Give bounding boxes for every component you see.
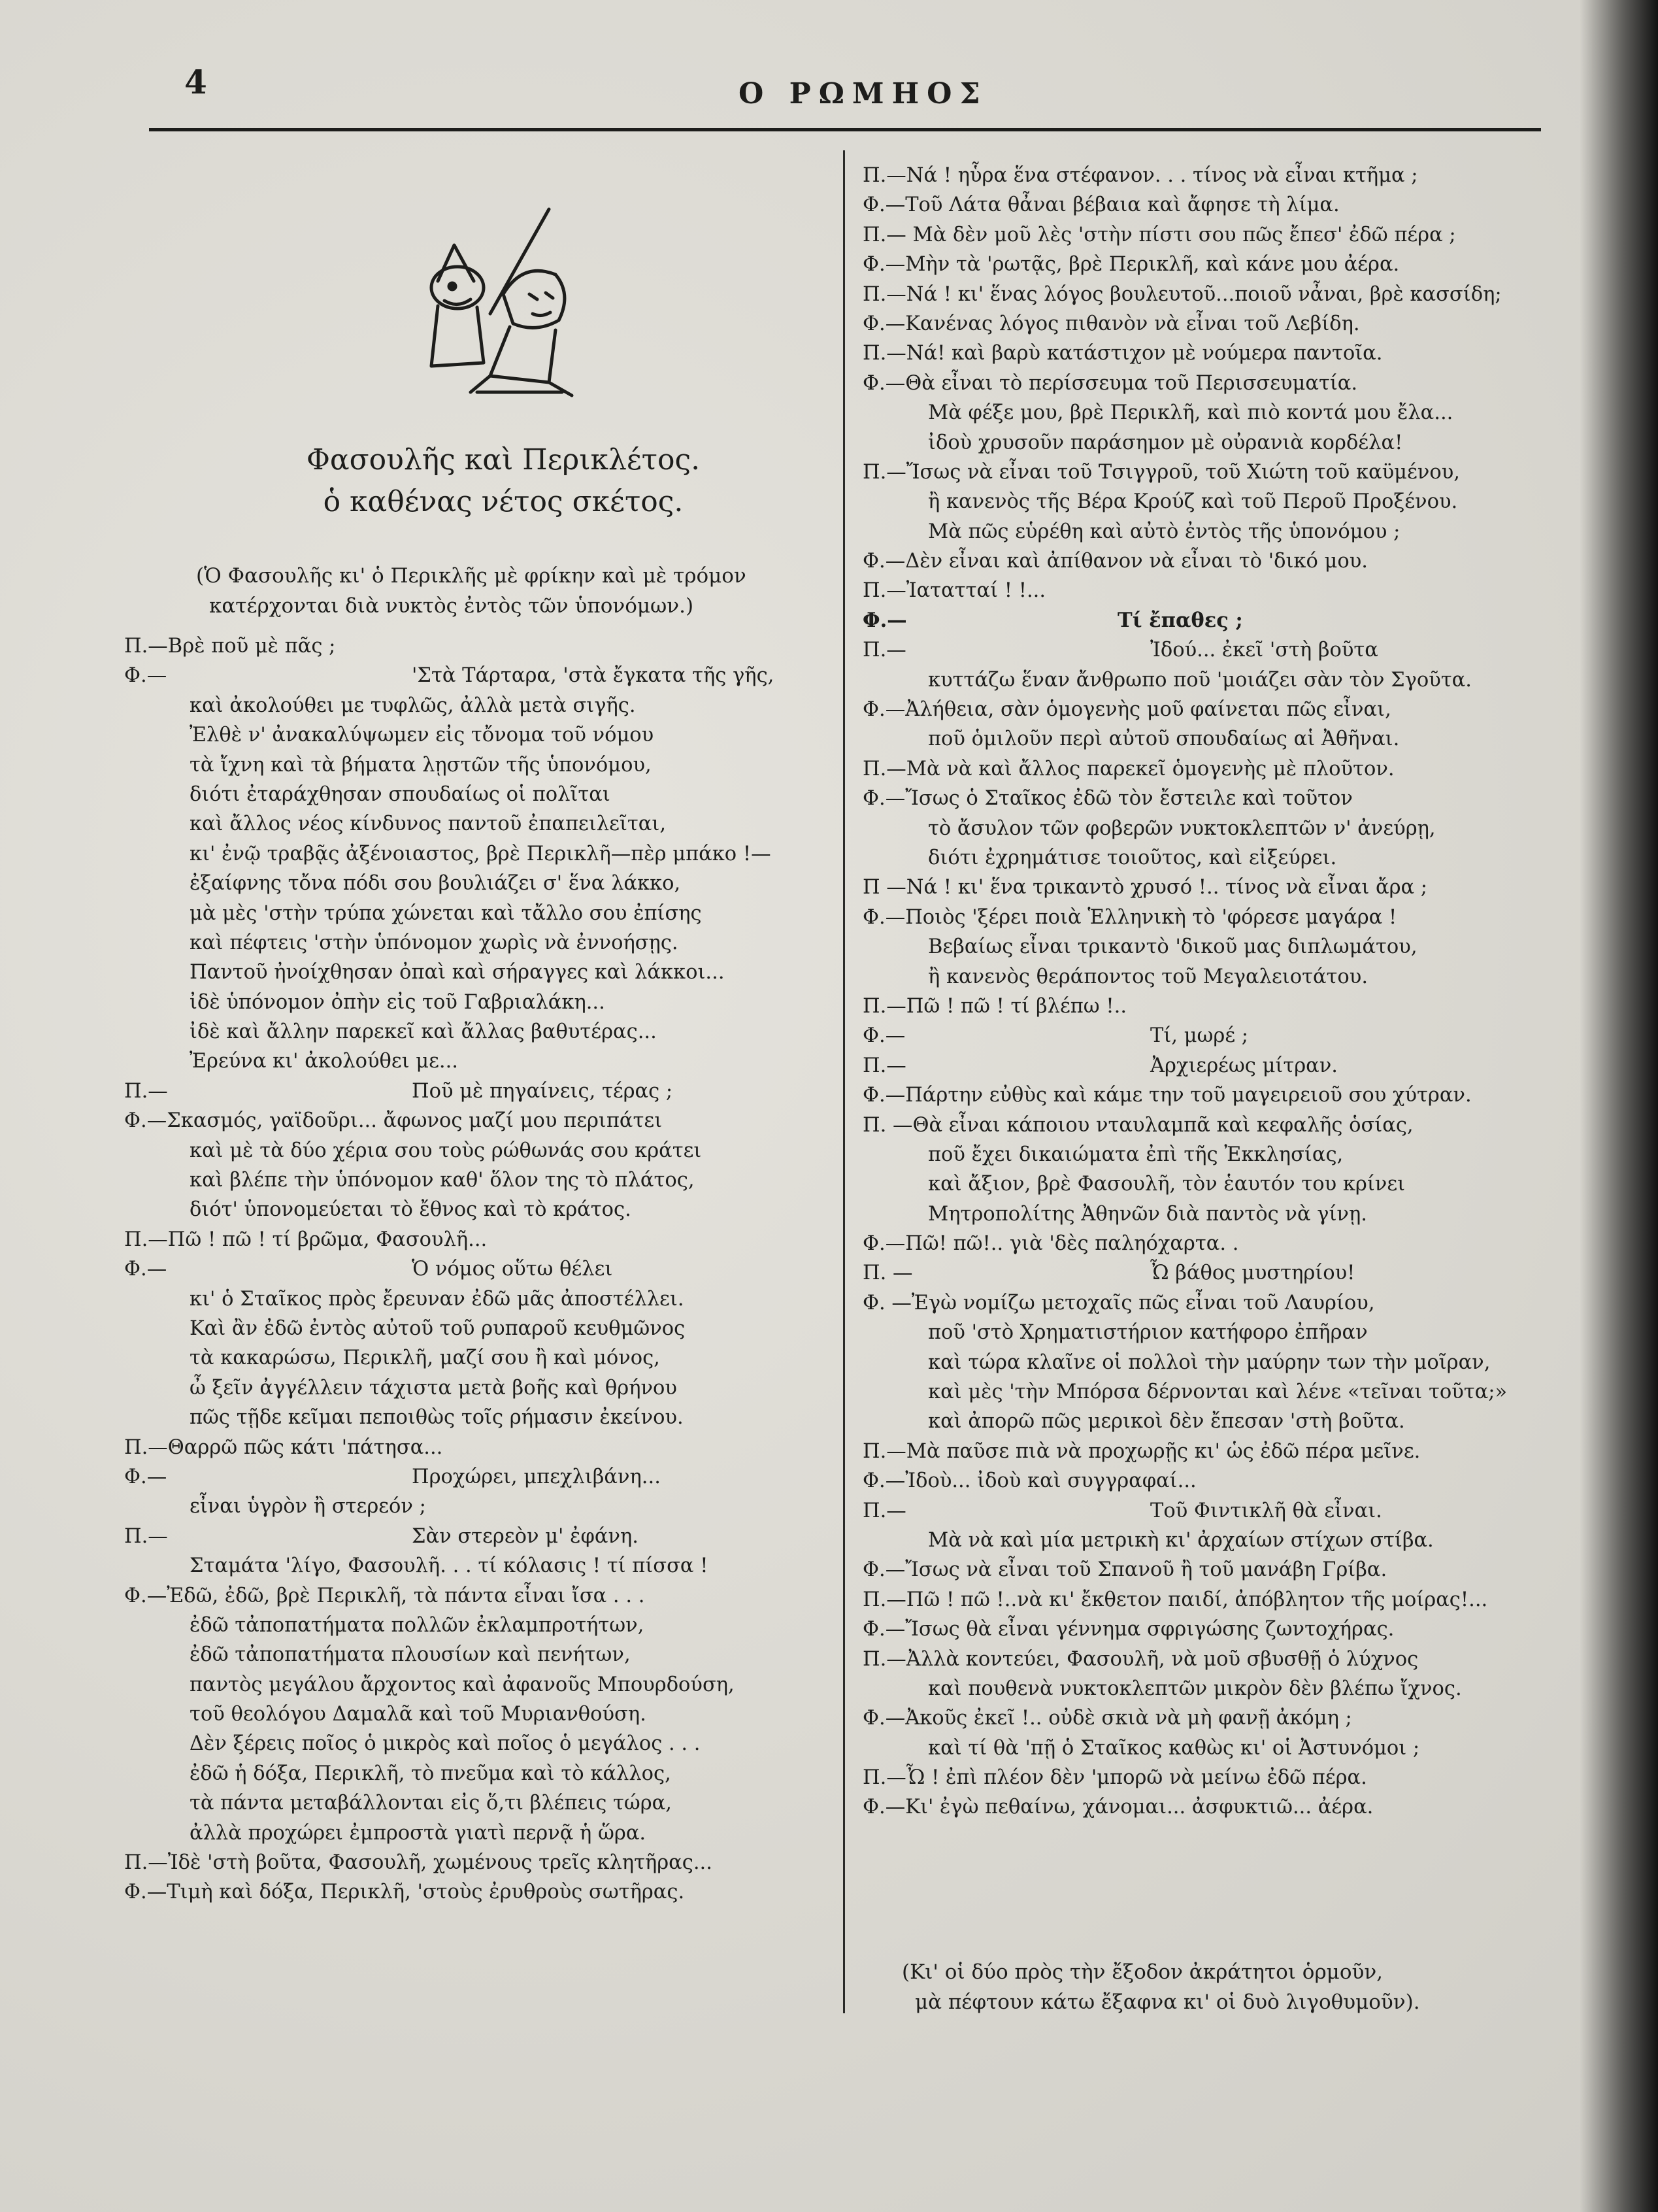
verse-line (863, 1051, 1555, 1081)
verse-text: Π —Νά ! κι' ἕνα τρικαντὸ χρυσό !.. τίνος νὰ εἶναι ἄρα ; (863, 876, 1428, 899)
verse-line (124, 1462, 830, 1492)
masthead-title: Ο ΡΩΜΗΟΣ (738, 77, 988, 110)
verse-line (863, 517, 1555, 546)
verse-text: Φ.—Ἰδοὺ... ἰδοὺ καὶ συγγραφαί... (863, 1469, 1197, 1493)
verse-line (863, 1555, 1555, 1584)
verse-line (124, 928, 830, 958)
verse-line (124, 1818, 830, 1848)
verse-text: Φ.—Ἴσως ὁ Σταῖκος ἐδῶ τὸν ἔστειλε καὶ τοῦτον (863, 787, 1353, 811)
verse-text: Π.—Ἴσως νὰ εἶναι τοῦ Τσιγγροῦ, τοῦ Χιώτη τοῦ καϋμένου, (863, 460, 1460, 484)
verse-text: Ἐρεύνα κι' ἀκολούθει με... (190, 1050, 459, 1073)
verse-line (124, 1877, 830, 1907)
verse-line (124, 1077, 830, 1106)
verse-line (124, 1700, 830, 1729)
verse-text: ποῦ 'στὸ Χρηματιστήριον κατήφορο ἐπῆραν (928, 1321, 1368, 1345)
verse-line (863, 458, 1555, 487)
verse-line (124, 631, 830, 661)
verse-text: Π.—Νά ! κι' ἕνας λόγος βουλευτοῦ...ποιοῦ νἆναι, βρὲ κασσίδη; (863, 282, 1502, 306)
stage-direction-open-2: κατέρχονται διὰ νυκτὸς ἐντὸς τῶν ὑπονόμων.) (209, 594, 694, 618)
verse-text: Σταμάτα 'λίγο, Φασουλῆ. . . τί κόλασις ! τί πίσσα ! (190, 1554, 708, 1578)
verse-line (124, 1788, 830, 1818)
verse-line (863, 1585, 1555, 1615)
verse-text: Π.—Μὰ παῦσε πιὰ νὰ προχωρῇς κι' ὡς ἐδῶ πέρα μεῖνε. (863, 1439, 1421, 1463)
verse-line (863, 1674, 1555, 1703)
verse-text: τοῦ θεολόγου Δαμαλᾶ καὶ τοῦ Μυριανθούση. (190, 1703, 646, 1726)
verse-text: τὰ ἴχνη καὶ τὰ βήματα λῃστῶν τῆς ὑπονόμου, (190, 753, 652, 777)
verse-text: Μὰ φέξε μου, βρὲ Περικλῆ, καὶ πιὸ κοντά μου ἔλα... (928, 401, 1453, 425)
verse-text: πῶς τῇδε κεῖμαι πεποιθὼς τοῖς ρήμασιν ἐκείνου. (190, 1406, 684, 1430)
verse-line (124, 1551, 830, 1581)
verse-text: Π.—Νά ! ηὗρα ἕνα στέφανον. . . τίνος νὰ εἶναι κτῆμα ; (863, 164, 1418, 187)
verse-line (124, 661, 830, 690)
verse-text: Φ.—Ἀλήθεια, σὰν ὁμογενὴς μοῦ φαίνεται πῶς εἶναι, (863, 698, 1391, 722)
verse-line (124, 720, 830, 750)
verse-line (863, 369, 1555, 398)
verse-text: Π. —Θὰ εἶναι κάποιου νταυλαμπᾶ καὶ κεφαλῆς ὁσίας, (863, 1113, 1414, 1137)
verse-line (124, 780, 830, 809)
verse-line (124, 809, 830, 839)
column-divider (843, 150, 845, 2013)
verse-text: καὶ ἄξιον, βρὲ Φασουλῆ, τὸν ἑαυτόν του κρίνει (928, 1173, 1406, 1196)
verse-line (124, 1136, 830, 1165)
verse-line (863, 754, 1555, 784)
verse-text: Φ.—Ἐδῶ, ἐδῶ, βρὲ Περικλῆ, τὰ πάντα εἶναι ἴσα . . . (124, 1584, 645, 1607)
verse-reply: 'Στὰ Τάρταρα, 'στὰ ἔγκατα τῆς γῆς, (412, 664, 774, 688)
verse-reply: Τί, μωρέ ; (1150, 1024, 1249, 1048)
verse-line (863, 932, 1555, 962)
verse-reply: Τοῦ Φιντικλῆ θὰ εἶναι. (1150, 1499, 1382, 1522)
verse-line (124, 1343, 830, 1373)
verse-line (863, 1140, 1555, 1169)
verse-text: Π.—Μὰ νὰ καὶ ἄλλος παρεκεῖ ὁμογενὴς μὲ πλοῦτον. (863, 757, 1395, 780)
verse-line (124, 1640, 830, 1669)
verse-text: Π.— (863, 639, 906, 662)
verse-line (863, 1615, 1555, 1644)
verse-reply: Ποῦ μὲ πηγαίνεις, τέρας ; (412, 1079, 673, 1103)
verse-line (863, 903, 1555, 932)
verse-line (124, 1403, 830, 1432)
verse-text: καὶ πουθενὰ νυκτοκλεπτῶν μικρὸν δὲν βλέπω ἴχνος. (928, 1677, 1462, 1700)
verse-line (863, 1763, 1555, 1792)
verse-line (863, 695, 1555, 724)
verse-text: Π.—Βρὲ ποῦ μὲ πᾶς ; (124, 635, 336, 658)
verse-text: Π.—Θαρρῶ πῶς κάτι 'πάτησα... (124, 1435, 443, 1459)
verse-text: Παντοῦ ἠνοίχθησαν ὀπαὶ καὶ σήραγγες καὶ λάκκοι... (190, 961, 725, 984)
verse-line (863, 1199, 1555, 1229)
verse-line (124, 1670, 830, 1700)
verse-text: Φ.—Ἴσως νὰ εἶναι τοῦ Σπανοῦ ἢ τοῦ μανάβη Γρίβα. (863, 1558, 1387, 1582)
verse-line (124, 958, 830, 987)
verse-text: Φ.—Πῶ! πῶ!.. γιὰ 'δὲς παληόχαρτα. . (863, 1232, 1239, 1256)
verse-line (124, 899, 830, 928)
verse-line (863, 635, 1555, 665)
verse-text: Φ. —Ἐγὼ νομίζω μετοχαῖς πῶς εἶναι τοῦ Λαυρίου, (863, 1291, 1375, 1315)
verse-line (863, 1407, 1555, 1436)
verse-text: Π.—Πῶ ! πῶ ! τί βρῶμα, Φασουλῆ... (124, 1228, 488, 1251)
verse-line (124, 1254, 830, 1284)
verse-line (863, 161, 1555, 190)
verse-text: κι' ὁ Σταῖκος πρὸς ἔρευναν ἐδῶ μᾶς ἀποστέλλει. (190, 1287, 684, 1311)
verse-reply: Ἰδού... ἐκεῖ 'στὴ βοῦτα (1150, 639, 1378, 662)
verse-text: Π.—Πῶ ! πῶ !..νὰ κι' ἔκθετον παιδί, ἀπόβλητον τῆς μοίρας!... (863, 1588, 1488, 1611)
verse-line (863, 190, 1555, 220)
verse-line (863, 1734, 1555, 1763)
verse-line (124, 1611, 830, 1640)
verse-text: παντὸς μεγάλου ἄρχοντος καὶ ἀφανοῦς Μπουρδούση, (190, 1673, 735, 1696)
verse-reply: Ἀρχιερέως μίτραν. (1150, 1054, 1338, 1077)
verse-line (863, 428, 1555, 458)
verse-text: ποῦ ὁμιλοῦν περὶ αὐτοῦ σπουδαίως αἱ Ἀθῆναι. (928, 728, 1400, 751)
verse-reply: Ὁ νόμος οὕτω θέλει (412, 1258, 613, 1281)
verse-line (863, 487, 1555, 516)
verse-text: Φ.— (863, 1024, 906, 1048)
verse-text: τὰ κακαρώσω, Περικλῆ, μαζί σου ἢ καὶ μόνος, (190, 1347, 660, 1370)
right-column (863, 161, 1555, 1822)
verse-line (863, 546, 1555, 576)
verse-line (863, 962, 1555, 992)
verse-text: Ἐλθὲ ν' ἀνακαλύψωμεν εἰς τὄνομα τοῦ νόμου (190, 724, 654, 747)
verse-line (124, 1165, 830, 1195)
verse-line (863, 992, 1555, 1021)
verse-text: Π.— (863, 1054, 906, 1077)
verse-text: καὶ μὲ τὰ δύο χέρια σου τοὺς ρώθωνάς σου κράτει (190, 1139, 702, 1162)
verse-reply: Προχώρει, μπεχλιβάνη... (412, 1465, 661, 1488)
verse-text: ἢ κανενὸς θεράποντος τοῦ Μεγαλειοτάτου. (928, 965, 1368, 988)
verse-line (124, 1017, 830, 1047)
verse-line (124, 1106, 830, 1135)
verse-line (863, 1348, 1555, 1377)
verse-line (124, 750, 830, 780)
verse-line (124, 1848, 830, 1877)
verse-text: ἰδὲ ὑπόνομον ὀπὴν εἰς τοῦ Γαβριαλάκη... (190, 990, 605, 1014)
verse-text: Φ.—Σκασμός, γαϊδοῦρι... ἄφωνος μαζί μου περιπάτει (124, 1109, 663, 1133)
verse-line (863, 1496, 1555, 1526)
verse-line (863, 339, 1555, 368)
verse-line (863, 843, 1555, 873)
verse-line (863, 665, 1555, 695)
verse-text: ποῦ ἔχει δικαιώματα ἐπὶ τῆς Ἐκκλησίας, (928, 1143, 1344, 1166)
verse-line (124, 1581, 830, 1611)
verse-text: καὶ πέφτεις 'στὴν ὑπόνομον χωρὶς νὰ ἐννοήσῃς. (190, 931, 678, 954)
stage-direction-close-1: (Κι' οἱ δύο πρὸς τὴν ἔξοδον ἀκράτητοι ὁρμοῦν, (902, 1960, 1384, 1984)
verse-line (863, 873, 1555, 902)
verse-text: Φ.— (124, 664, 167, 688)
verse-text: εἶναι ὑγρὸν ἢ στερεόν ; (190, 1495, 426, 1518)
verse-line (863, 784, 1555, 813)
verse-text: Φ.—Ποιὸς 'ξέρει ποιὰ Ἑλληνικὴ τὸ 'φόρεσε μαγάρα ! (863, 905, 1397, 929)
verse-text: Μὰ πῶς εὑρέθη καὶ αὐτὸ ἐντὸς τῆς ὑπονόμου ; (928, 520, 1401, 543)
verse-text: τὸ ἄσυλον τῶν φοβερῶν νυκτοκλεπτῶν ν' ἀνεύρῃ, (928, 816, 1436, 840)
title-line-1: Φασουλῆς καὶ Περικλέτος. (306, 443, 701, 477)
verse-text: μὰ μὲς 'στὴν τρύπα χώνεται καὶ τἄλλο σου ἐπίσης (190, 901, 702, 925)
puppets-illustration (392, 196, 601, 405)
verse-line (863, 1021, 1555, 1050)
verse-line (863, 280, 1555, 309)
verse-line (124, 988, 830, 1017)
poem-title (274, 439, 732, 523)
verse-line (124, 1195, 830, 1224)
verse-line (863, 1318, 1555, 1347)
verse-line (124, 1729, 830, 1758)
verse-text: κυττάζω ἕναν ἄνθρωπο ποῦ 'μοιάζει σὰν τὸν Σγοῦτα. (928, 668, 1472, 692)
verse-text: Π.—Ἰατατταί ! !... (863, 579, 1046, 603)
verse-line (124, 1522, 830, 1551)
verse-text: ἐδῶ τἀποπατήματα πλουσίων καὶ πενήτων, (190, 1643, 631, 1667)
verse-text: Π.— (124, 1079, 168, 1103)
verse-line (863, 250, 1555, 279)
verse-line (863, 1111, 1555, 1140)
verse-text: καὶ τώρα κλαῖνε οἱ πολλοὶ τὴν μαύρην των τὴν μοῖραν, (928, 1350, 1491, 1374)
title-line-2: ὁ καθένας νέτος σκέτος. (323, 485, 684, 518)
verse-line (863, 1526, 1555, 1555)
verse-line (863, 606, 1555, 635)
stick-drawing (490, 209, 549, 314)
stage-direction-open-1: (Ὁ Φασουλῆς κι' ὁ Περικλῆς μὲ φρίκην καὶ μὲ τρόμον (196, 564, 746, 588)
verse-text: καὶ ἀκολούθει με τυφλῶς, ἀλλὰ μετὰ σιγῆς. (190, 694, 636, 717)
verse-line (863, 1792, 1555, 1822)
verse-text: Π.—Νά! καὶ βαρὺ κατάστιχον μὲ νούμερα παντοῖα. (863, 342, 1383, 365)
verse-line (863, 1437, 1555, 1466)
verse-line (863, 309, 1555, 339)
verse-line (124, 1225, 830, 1254)
verse-text: ἰδοὺ χρυσοῦν παράσημον μὲ οὐρανιὰ κορδέλα! (928, 431, 1403, 454)
verse-text: διότ' ὑπονομεύεται τὸ ἔθνος καὶ τὸ κράτος. (190, 1198, 631, 1222)
verse-text: διότι ἐταράχθησαν σπουδαίως οἱ πολῖται (190, 782, 610, 806)
verse-text: καὶ τί θὰ 'πῇ ὁ Σταῖκος καθὼς κι' οἱ Ἀστυνόμοι ; (928, 1736, 1420, 1760)
verse-line (124, 839, 830, 869)
verse-text: Π. — (863, 1262, 913, 1285)
verse-text: Π.— Μὰ δὲν μοῦ λὲς 'στὴν πίστι σου πῶς ἔπεσ' ἐδῶ πέρα ; (863, 223, 1456, 246)
verse-text: Φ.—Ἴσως θὰ εἶναι γέννημα σφριγώσης ζωντοχήρας. (863, 1618, 1395, 1641)
verse-text: ὦ ξεῖν ἀγγέλλειν τάχιστα μετὰ βοῆς καὶ θρήνου (190, 1376, 677, 1399)
verse-text: ἀλλὰ προχώρει ἐμπροστὰ γιατὶ περνᾷ ἡ ὥρα. (190, 1821, 646, 1845)
verse-text: ἰδὲ καὶ ἄλλην παρεκεῖ καὶ ἄλλας βαθυτέρας... (190, 1020, 657, 1044)
verse-text: Δὲν ξέρεις ποῖος ὁ μικρὸς καὶ ποῖος ὁ μεγάλος . . . (190, 1732, 701, 1756)
verse-line (863, 1703, 1555, 1733)
verse-text: Π.—Ἰδὲ 'στὴ βοῦτα, Φασουλῆ, χωμένους τρεῖς κλητῆρας... (124, 1851, 712, 1875)
verse-text: Καὶ ἂν ἐδῶ ἐντὸς αὐτοῦ τοῦ ρυπαροῦ κευθμῶνος (190, 1316, 686, 1340)
verse-line (124, 1047, 830, 1076)
verse-text: καὶ βλέπε τὴν ὑπόνομον καθ' ὅλον της τὸ πλάτος, (190, 1169, 695, 1192)
stage-direction-close-2: μὰ πέφτουν κάτω ἔξαφνα κι' οἱ δυὸ λιγοθυμοῦν). (915, 1990, 1420, 2014)
verse-line (863, 724, 1555, 754)
verse-text: καὶ ἀπορῶ πῶς μερικοὶ δὲν ἔπεσαν 'στὴ βοῦτα. (928, 1410, 1405, 1433)
verse-text: Φ.—Θὰ εἶναι τὸ περίσσευμα τοῦ Περισσευματία. (863, 371, 1358, 395)
verse-reply: Σὰν στερεὸν μ' ἐφάνη. (412, 1524, 638, 1548)
verse-text: Μὰ νὰ καὶ μία μετρικὴ κι' ἀρχαίων στίχων στίβα. (928, 1528, 1434, 1552)
verse-line (863, 1229, 1555, 1258)
verse-text: Φ.— (124, 1465, 167, 1488)
verse-text: Π.— (863, 1499, 906, 1522)
verse-line (863, 1288, 1555, 1318)
verse-text: Φ.—Τοῦ Λάτα θἆναι βέβαια καὶ ἄφησε τὴ λίμα. (863, 193, 1340, 217)
verse-text: ἐξαίφνης τὄνα πόδι σου βουλιάζει σ' ἕνα λάκκο, (190, 872, 681, 896)
verse-text: Π.—Ἀλλὰ κοντεύει, Φασουλῆ, νὰ μοῦ σβυσθῇ ὁ λύχνος (863, 1647, 1419, 1671)
verse-text: καὶ ἄλλος νέος κίνδυνος παντοῦ ἐπαπειλεῖται, (190, 813, 667, 836)
verse-text: Φ.— (124, 1258, 167, 1281)
verse-line (863, 220, 1555, 250)
verse-line (124, 1492, 830, 1521)
verse-text: Φ.—Μὴν τὰ 'ρωτᾷς, βρὲ Περικλῆ, καὶ κάνε μου ἀέρα. (863, 253, 1400, 276)
verse-text: Π.—Πῶ ! πῶ ! τί βλέπω !.. (863, 994, 1127, 1018)
verse-line (124, 691, 830, 720)
verse-line (863, 814, 1555, 843)
page-edge-shadow (1580, 0, 1658, 2212)
verse-line (863, 1466, 1555, 1496)
verse-text: Φ.—Δὲν εἶναι καὶ ἀπίθανον νὰ εἶναι τὸ 'δικό μου. (863, 550, 1368, 573)
verse-text: τὰ πάντα μεταβάλλονται εἰς ὅ,τι βλέπεις τώρα, (190, 1792, 672, 1815)
verse-line (124, 1284, 830, 1314)
verse-text: Φ.—Ἀκοῦς ἐκεῖ !.. οὐδὲ σκιὰ νὰ μὴ φανῇ ἀκόμη ; (863, 1707, 1352, 1730)
verse-line (863, 1258, 1555, 1288)
page-number: 4 (184, 63, 207, 101)
verse-line (124, 869, 830, 898)
verse-reply: Ὦ βάθος μυστηρίου! (1150, 1262, 1355, 1285)
verse-line (863, 1169, 1555, 1199)
verse-text: Βεβαίως εἶναι τρικαντὸ 'δικοῦ μας διπλωμάτου, (928, 935, 1418, 959)
verse-line (863, 576, 1555, 605)
verse-text: κι' ἐνῷ τραβᾷς ἀξένοιαστος, βρὲ Περικλῆ—πὲρ μπάκο !— (190, 842, 771, 865)
verse-text: Φ.— (863, 608, 907, 632)
verse-text: Φ.—Πάρτην εὐθὺς καὶ κάμε την τοῦ μαγειρειοῦ σου χύτραν. (863, 1084, 1472, 1107)
verse-text: Μητροπολίτης Ἀθηνῶν διὰ παντὸς νὰ γίνῃ. (928, 1202, 1367, 1226)
verse-line (124, 1759, 830, 1788)
verse-text: διότι ἐχρημάτισε τοιοῦτος, καὶ εἰξεύρει. (928, 846, 1337, 869)
verse-text: Φ.—Κανένας λόγος πιθανὸν νὰ εἶναι τοῦ Λεβίδη. (863, 312, 1360, 335)
verse-line (124, 1433, 830, 1462)
verse-text: ἢ κανενὸς τῆς Βέρα Κρούζ καὶ τοῦ Περοῦ Προξένου. (928, 490, 1458, 514)
verse-line (863, 1645, 1555, 1674)
verse-text: Π.— (124, 1524, 168, 1548)
verse-line (863, 1377, 1555, 1407)
verse-line (124, 1314, 830, 1343)
verse-text: ἐδῶ τἀποπατήματα πολλῶν ἐκλαμπροτήτων, (190, 1613, 644, 1637)
verse-text: ἐδῶ ἡ δόξα, Περικλῆ, τὸ πνεῦμα καὶ τὸ κάλλος, (190, 1762, 671, 1785)
verse-text: Φ.—Τιμὴ καὶ δόξα, Περικλῆ, 'στοὺς ἐρυθροὺς σωτῆρας. (124, 1881, 685, 1904)
verse-text: καὶ μὲς 'τὴν Μπόρσα δέρνονται καὶ λένε «τεῖναι τοῦτα;» (928, 1381, 1508, 1404)
left-column (124, 631, 830, 1907)
verse-text: Φ.—Κι' ἐγὼ πεθαίνω, χάνομαι... ἀσφυκτιῶ... ἀέρα. (863, 1796, 1374, 1819)
verse-line (863, 1081, 1555, 1110)
verse-text: Π.—Ὦ ! ἐπὶ πλέον δὲν 'μπορῶ νὰ μείνω ἐδῶ πέρα. (863, 1766, 1367, 1790)
header-rule (149, 128, 1541, 131)
verse-reply: Τί ἔπαθες ; (1118, 608, 1243, 632)
verse-line (124, 1373, 830, 1403)
verse-line (863, 398, 1555, 427)
